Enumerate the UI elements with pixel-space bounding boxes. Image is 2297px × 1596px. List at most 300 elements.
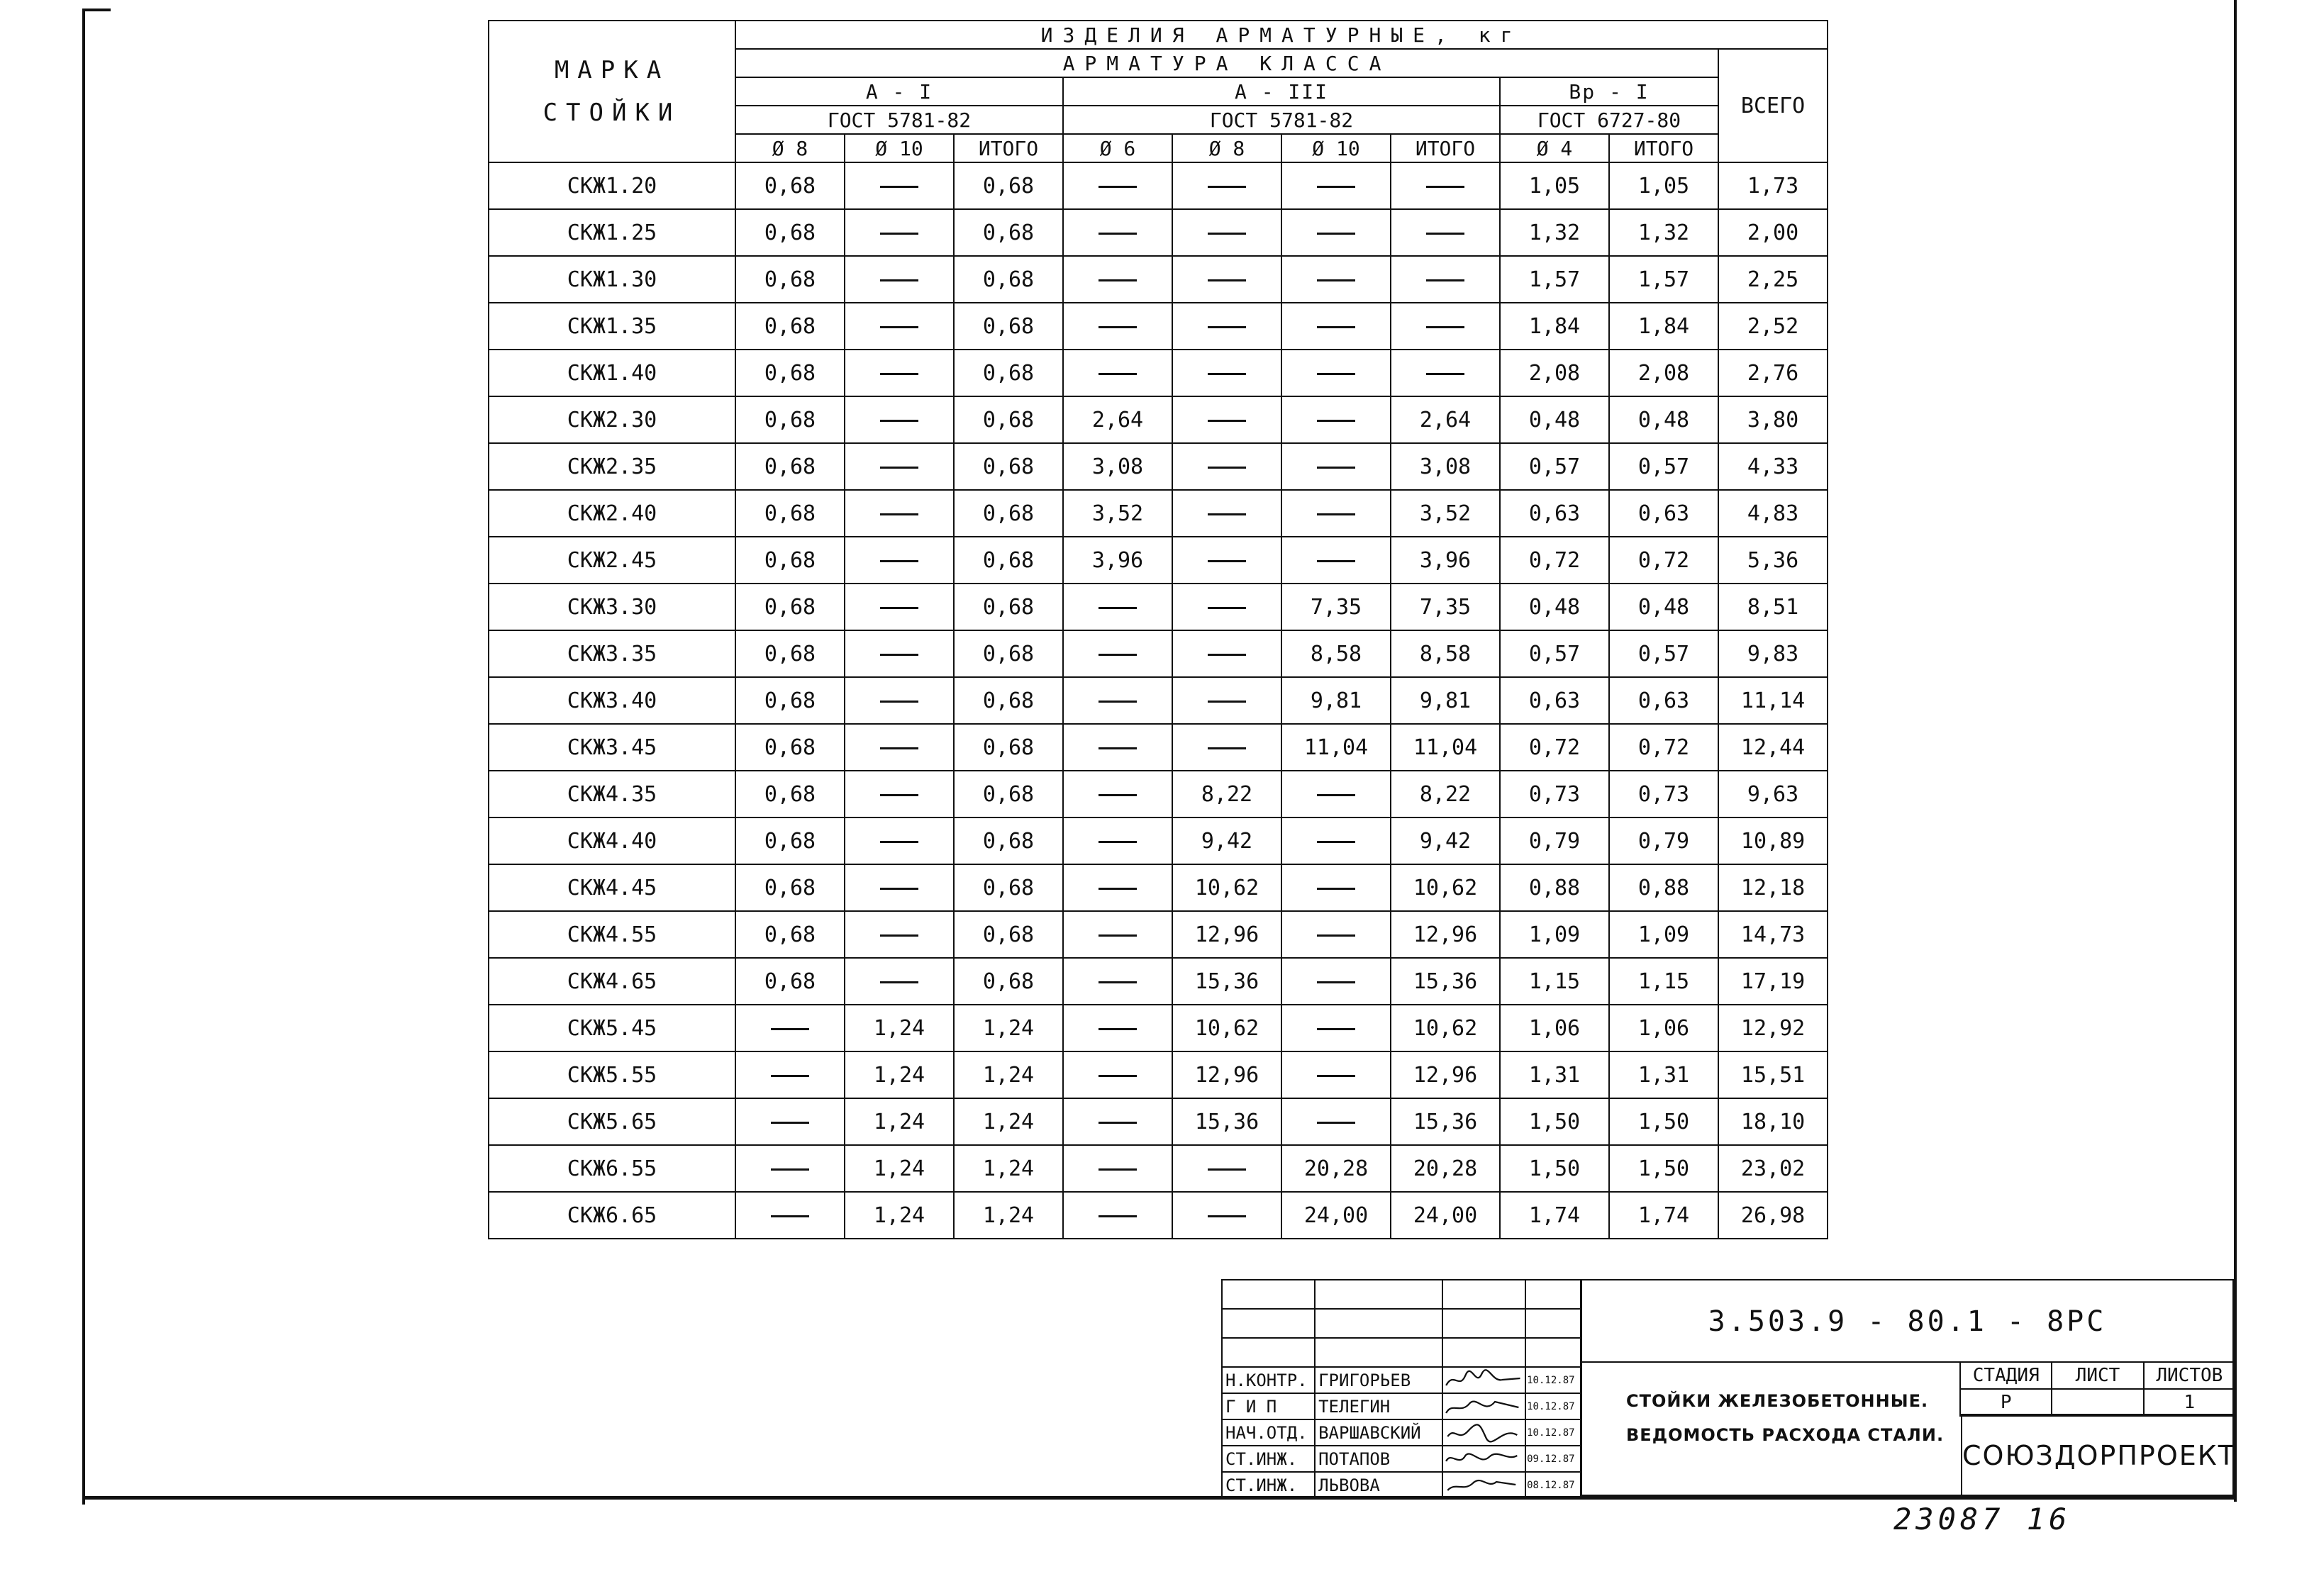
value-cell (1172, 303, 1281, 350)
value-cell: 9,42 (1172, 817, 1281, 864)
gost-vr1: ГОСТ 6727-80 (1500, 106, 1718, 134)
value-cell: 0,88 (1500, 864, 1609, 911)
value-cell (845, 817, 954, 864)
signer-name: ТЕЛЕГИН (1315, 1393, 1442, 1419)
col-header: Ø 6 (1063, 134, 1172, 162)
value-cell: 0,68 (735, 864, 845, 911)
col-header: Ø 10 (845, 134, 954, 162)
value-cell: 24,00 (1391, 1192, 1500, 1239)
dash-mark (880, 233, 918, 235)
value-cell: 0,68 (735, 958, 845, 1005)
value-cell: 0,48 (1500, 584, 1609, 630)
dash-mark (1426, 279, 1464, 281)
value-cell: 1,57 (1500, 256, 1609, 303)
dash-mark (1099, 1122, 1137, 1124)
title-block (1580, 1279, 2234, 1496)
value-cell (1172, 209, 1281, 256)
marka-line2: СТОЙКИ (543, 99, 682, 127)
dash-mark (1099, 747, 1137, 749)
value-cell (845, 771, 954, 817)
dash-mark (1099, 1168, 1137, 1171)
value-cell (1281, 958, 1391, 1005)
dash-mark (1208, 560, 1246, 562)
value-cell: 3,52 (1391, 490, 1500, 537)
value-cell (1281, 817, 1391, 864)
table-row (489, 303, 1828, 350)
col-header: ИТОГО (1609, 134, 1718, 162)
value-cell (845, 630, 954, 677)
dash-mark (1099, 701, 1137, 703)
marka-cell: СКЖ6.65 (489, 1192, 735, 1239)
value-cell: 0,48 (1609, 584, 1718, 630)
value-cell (735, 1005, 845, 1051)
value-cell: 0,68 (735, 350, 845, 396)
value-cell: 0,79 (1609, 817, 1718, 864)
dash-mark (1099, 1215, 1137, 1217)
marka-cell: СКЖ1.20 (489, 162, 735, 209)
marka-cell: СКЖ2.35 (489, 443, 735, 490)
value-cell: 10,62 (1391, 864, 1500, 911)
value-cell: 0,68 (735, 256, 845, 303)
value-cell (845, 209, 954, 256)
table-row (489, 817, 1828, 864)
table-body (489, 162, 1828, 1239)
value-cell: 7,35 (1391, 584, 1500, 630)
value-cell (1063, 303, 1172, 350)
value-cell: 3,08 (1391, 443, 1500, 490)
value-cell: 1,15 (1609, 958, 1718, 1005)
value-cell: 0,68 (735, 817, 845, 864)
value-cell (1063, 1192, 1172, 1239)
value-cell (1391, 350, 1500, 396)
signer-row (1222, 1367, 1581, 1393)
value-cell: 0,68 (954, 396, 1063, 443)
table-row (489, 771, 1828, 817)
dash-mark (880, 373, 918, 375)
dash-mark (1099, 934, 1137, 937)
signer-role: Н.КОНТР. (1222, 1367, 1315, 1393)
value-cell (1063, 911, 1172, 958)
dash-mark (1099, 794, 1137, 796)
value-cell: 1,24 (954, 1051, 1063, 1098)
dash-mark (880, 607, 918, 609)
table-row (489, 1098, 1828, 1145)
value-cell: 0,48 (1500, 396, 1609, 443)
table-row (489, 724, 1828, 771)
dash-mark (1317, 841, 1355, 843)
signer-name: ГРИГОРЬЕВ (1315, 1367, 1442, 1393)
table-row (489, 677, 1828, 724)
value-cell: 1,31 (1609, 1051, 1718, 1098)
total-cell: 9,63 (1718, 771, 1828, 817)
table-row (489, 584, 1828, 630)
dash-mark (1317, 981, 1355, 983)
dash-mark (1317, 186, 1355, 188)
value-cell (845, 303, 954, 350)
value-cell: 7,35 (1281, 584, 1391, 630)
dash-mark (771, 1168, 809, 1171)
sheet-label: ЛИСТ (2052, 1362, 2143, 1389)
value-cell: 1,15 (1500, 958, 1609, 1005)
value-cell: 0,68 (954, 350, 1063, 396)
dash-mark (880, 841, 918, 843)
value-cell: 1,84 (1500, 303, 1609, 350)
sheets-label: ЛИСТОВ (2144, 1362, 2235, 1389)
value-cell: 0,68 (954, 584, 1063, 630)
value-cell (1063, 630, 1172, 677)
value-cell: 24,00 (1281, 1192, 1391, 1239)
dash-mark (880, 747, 918, 749)
frame-bottom (82, 1496, 2237, 1500)
total-cell: 2,00 (1718, 209, 1828, 256)
gost-a3: ГОСТ 5781-82 (1063, 106, 1500, 134)
value-cell: 1,32 (1609, 209, 1718, 256)
signature (1442, 1367, 1525, 1393)
signer-name: ЛЬВОВА (1315, 1472, 1442, 1498)
dash-mark (1317, 373, 1355, 375)
dash-mark (880, 654, 918, 656)
total-cell: 26,98 (1718, 1192, 1828, 1239)
table-row (489, 256, 1828, 303)
marka-cell: СКЖ4.35 (489, 771, 735, 817)
table-row (489, 350, 1828, 396)
signer-date: 10.12.87 (1525, 1393, 1581, 1419)
marka-cell: СКЖ2.45 (489, 537, 735, 584)
value-cell (1063, 1051, 1172, 1098)
frame-left (82, 9, 85, 1505)
value-cell: 0,68 (735, 537, 845, 584)
value-cell (845, 864, 954, 911)
class-vr1: Вр - I (1500, 77, 1718, 106)
class-a3: А - III (1063, 77, 1500, 106)
value-cell (845, 584, 954, 630)
value-cell: 10,62 (1172, 864, 1281, 911)
table-row (489, 396, 1828, 443)
value-cell: 0,68 (735, 724, 845, 771)
dash-mark (1099, 607, 1137, 609)
signer-name: ВАРШАВСКИЙ (1315, 1419, 1442, 1446)
value-cell: 0,68 (735, 490, 845, 537)
table-row (489, 1051, 1828, 1098)
value-cell (1063, 771, 1172, 817)
value-cell (1281, 1005, 1391, 1051)
dash-mark (880, 186, 918, 188)
value-cell: 0,68 (735, 209, 845, 256)
signature-scribble (1443, 1368, 1525, 1393)
value-cell: 0,68 (954, 911, 1063, 958)
dash-mark (1317, 560, 1355, 562)
value-cell (845, 443, 954, 490)
value-cell: 3,96 (1391, 537, 1500, 584)
value-cell: 9,42 (1391, 817, 1500, 864)
col-header: ИТОГО (1391, 134, 1500, 162)
col-header: Ø 4 (1500, 134, 1609, 162)
total-cell: 11,14 (1718, 677, 1828, 724)
signature-block (1221, 1279, 1581, 1499)
value-cell: 1,57 (1609, 256, 1718, 303)
dash-mark (1099, 888, 1137, 890)
value-cell: 0,68 (735, 584, 845, 630)
value-cell (1063, 677, 1172, 724)
dash-mark (1208, 1168, 1246, 1171)
dash-mark (1099, 654, 1137, 656)
total-cell: 1,73 (1718, 162, 1828, 209)
value-cell (735, 1051, 845, 1098)
dash-mark (880, 701, 918, 703)
signer-date: 10.12.87 (1525, 1419, 1581, 1446)
value-cell: 0,68 (954, 958, 1063, 1005)
value-cell (1172, 724, 1281, 771)
total-cell: 17,19 (1718, 958, 1828, 1005)
dash-mark (1208, 607, 1246, 609)
value-cell (1172, 537, 1281, 584)
organization: СОЮЗДОРПРОЕКТ (1961, 1414, 2235, 1496)
marka-cell: СКЖ5.65 (489, 1098, 735, 1145)
value-cell (735, 1098, 845, 1145)
value-cell: 0,72 (1609, 537, 1718, 584)
signer-row (1222, 1419, 1581, 1446)
value-cell (1281, 256, 1391, 303)
dash-mark (880, 794, 918, 796)
value-cell: 11,04 (1391, 724, 1500, 771)
value-cell (845, 396, 954, 443)
description-line1: СТОЙКИ ЖЕЛЕЗОБЕТОННЫЕ. (1626, 1391, 1929, 1411)
value-cell: 1,09 (1500, 911, 1609, 958)
dash-mark (880, 467, 918, 469)
dash-mark (1426, 373, 1464, 375)
value-cell: 1,24 (954, 1098, 1063, 1145)
dash-mark (880, 888, 918, 890)
table-row (489, 490, 1828, 537)
value-cell: 0,68 (735, 303, 845, 350)
dash-mark (1317, 1122, 1355, 1124)
signer-role: НАЧ.ОТД. (1222, 1419, 1315, 1446)
dash-mark (880, 279, 918, 281)
dash-mark (1317, 513, 1355, 515)
value-cell: 0,57 (1500, 443, 1609, 490)
value-cell: 0,68 (954, 490, 1063, 537)
table-row (489, 1192, 1828, 1239)
dash-mark (1208, 1215, 1246, 1217)
marka-cell: СКЖ3.40 (489, 677, 735, 724)
value-cell: 3,52 (1063, 490, 1172, 537)
value-cell: 1,05 (1609, 162, 1718, 209)
value-cell (1172, 490, 1281, 537)
marka-line1: МАРКА (554, 56, 670, 84)
dash-mark (1208, 467, 1246, 469)
total-cell: 18,10 (1718, 1098, 1828, 1145)
value-cell (1172, 677, 1281, 724)
value-cell: 0,68 (954, 209, 1063, 256)
dash-mark (771, 1122, 809, 1124)
gost-a1: ГОСТ 5781-82 (735, 106, 1063, 134)
value-cell: 9,81 (1391, 677, 1500, 724)
value-cell: 1,06 (1609, 1005, 1718, 1051)
value-cell (1063, 958, 1172, 1005)
total-cell: 12,44 (1718, 724, 1828, 771)
col-header: Ø 10 (1281, 134, 1391, 162)
frame-corner (82, 9, 111, 11)
dash-mark (1208, 233, 1246, 235)
value-cell: 0,68 (735, 443, 845, 490)
value-cell: 0,48 (1609, 396, 1718, 443)
value-cell (1172, 350, 1281, 396)
table-row (489, 443, 1828, 490)
value-cell: 2,08 (1500, 350, 1609, 396)
dash-mark (1426, 186, 1464, 188)
total-cell: 2,25 (1718, 256, 1828, 303)
value-cell: 0,68 (954, 817, 1063, 864)
marka-cell: СКЖ5.45 (489, 1005, 735, 1051)
value-cell: 0,68 (954, 162, 1063, 209)
value-cell (845, 911, 954, 958)
total-cell: 23,02 (1718, 1145, 1828, 1192)
value-cell (1063, 162, 1172, 209)
value-cell (735, 1145, 845, 1192)
value-cell: 0,68 (954, 630, 1063, 677)
marka-cell: СКЖ5.55 (489, 1051, 735, 1098)
table-row (489, 911, 1828, 958)
description-line2: ВЕДОМОСТЬ РАСХОДА СТАЛИ. (1626, 1425, 1945, 1445)
value-cell: 1,24 (954, 1145, 1063, 1192)
value-cell (845, 162, 954, 209)
table-row (489, 864, 1828, 911)
marka-cell: СКЖ2.30 (489, 396, 735, 443)
value-cell: 1,24 (954, 1005, 1063, 1051)
value-cell: 12,96 (1172, 1051, 1281, 1098)
value-cell: 0,68 (954, 724, 1063, 771)
total-cell: 12,92 (1718, 1005, 1828, 1051)
signer-role: СТ.ИНЖ. (1222, 1472, 1315, 1498)
value-cell (845, 537, 954, 584)
dash-mark (1317, 233, 1355, 235)
value-cell (1281, 443, 1391, 490)
dash-mark (1317, 326, 1355, 328)
value-cell (1172, 396, 1281, 443)
dash-mark (1208, 513, 1246, 515)
value-cell (1281, 162, 1391, 209)
value-cell (735, 1192, 845, 1239)
value-cell (1172, 1192, 1281, 1239)
value-cell (1063, 584, 1172, 630)
dash-mark (1317, 420, 1355, 422)
dash-mark (771, 1028, 809, 1030)
value-cell (845, 350, 954, 396)
value-cell: 0,63 (1609, 677, 1718, 724)
signer-row (1222, 1446, 1581, 1472)
signature (1442, 1393, 1525, 1419)
value-cell: 1,50 (1500, 1098, 1609, 1145)
archive-number: 23087 16 (1893, 1502, 2071, 1536)
value-cell: 15,36 (1172, 958, 1281, 1005)
value-cell (1063, 256, 1172, 303)
dash-mark (1208, 186, 1246, 188)
value-cell (1281, 350, 1391, 396)
value-cell: 0,57 (1500, 630, 1609, 677)
signer-row (1222, 1393, 1581, 1419)
total-cell: 9,83 (1718, 630, 1828, 677)
value-cell: 1,06 (1500, 1005, 1609, 1051)
table-row (489, 209, 1828, 256)
marka-cell: СКЖ3.45 (489, 724, 735, 771)
signature (1442, 1472, 1525, 1498)
marka-cell: СКЖ4.45 (489, 864, 735, 911)
value-cell (1281, 771, 1391, 817)
stage-value: Р (1960, 1389, 2052, 1416)
value-cell: 1,84 (1609, 303, 1718, 350)
dash-mark (771, 1215, 809, 1217)
table-row (489, 162, 1828, 209)
class-title: АРМАТУРА КЛАССА (735, 49, 1718, 77)
value-cell (1281, 396, 1391, 443)
value-cell: 3,96 (1063, 537, 1172, 584)
value-cell: 0,73 (1609, 771, 1718, 817)
value-cell (1391, 209, 1500, 256)
dash-mark (1099, 186, 1137, 188)
total-cell: 3,80 (1718, 396, 1828, 443)
frame-right (2234, 0, 2237, 1502)
value-cell: 0,68 (954, 256, 1063, 303)
value-cell (1281, 303, 1391, 350)
signature-scribble (1443, 1473, 1525, 1497)
value-cell: 3,08 (1063, 443, 1172, 490)
class-a1: А - I (735, 77, 1063, 106)
value-cell: 1,05 (1500, 162, 1609, 209)
signer-date: 09.12.87 (1525, 1446, 1581, 1472)
value-cell (1281, 490, 1391, 537)
value-cell: 0,68 (735, 677, 845, 724)
value-cell: 0,57 (1609, 443, 1718, 490)
total-cell: 15,51 (1718, 1051, 1828, 1098)
dash-mark (880, 420, 918, 422)
marka-header (489, 21, 735, 162)
value-cell (1172, 584, 1281, 630)
total-cell: 14,73 (1718, 911, 1828, 958)
marka-cell: СКЖ3.35 (489, 630, 735, 677)
dash-mark (1317, 934, 1355, 937)
dash-mark (1426, 233, 1464, 235)
total-cell: 5,36 (1718, 537, 1828, 584)
steel-consumption-table (488, 20, 1828, 1239)
dash-mark (1208, 279, 1246, 281)
value-cell: 1,09 (1609, 911, 1718, 958)
value-cell: 0,68 (735, 630, 845, 677)
dash-mark (880, 934, 918, 937)
value-cell (845, 677, 954, 724)
signer-role: СТ.ИНЖ. (1222, 1446, 1315, 1472)
value-cell (845, 256, 954, 303)
dash-mark (1208, 701, 1246, 703)
value-cell: 0,63 (1609, 490, 1718, 537)
value-cell: 8,22 (1172, 771, 1281, 817)
col-header: Ø 8 (735, 134, 845, 162)
marka-cell: СКЖ1.30 (489, 256, 735, 303)
value-cell (1063, 209, 1172, 256)
value-cell: 1,24 (845, 1098, 954, 1145)
value-cell: 1,24 (845, 1145, 954, 1192)
signer-role: Г И П (1222, 1393, 1315, 1419)
value-cell: 0,72 (1500, 537, 1609, 584)
value-cell (1391, 162, 1500, 209)
dash-mark (880, 560, 918, 562)
value-cell: 1,50 (1500, 1145, 1609, 1192)
marka-cell: СКЖ1.35 (489, 303, 735, 350)
value-cell: 0,68 (954, 537, 1063, 584)
value-cell (1172, 256, 1281, 303)
value-cell (1281, 911, 1391, 958)
signature-scribble (1443, 1395, 1525, 1419)
dash-mark (880, 326, 918, 328)
